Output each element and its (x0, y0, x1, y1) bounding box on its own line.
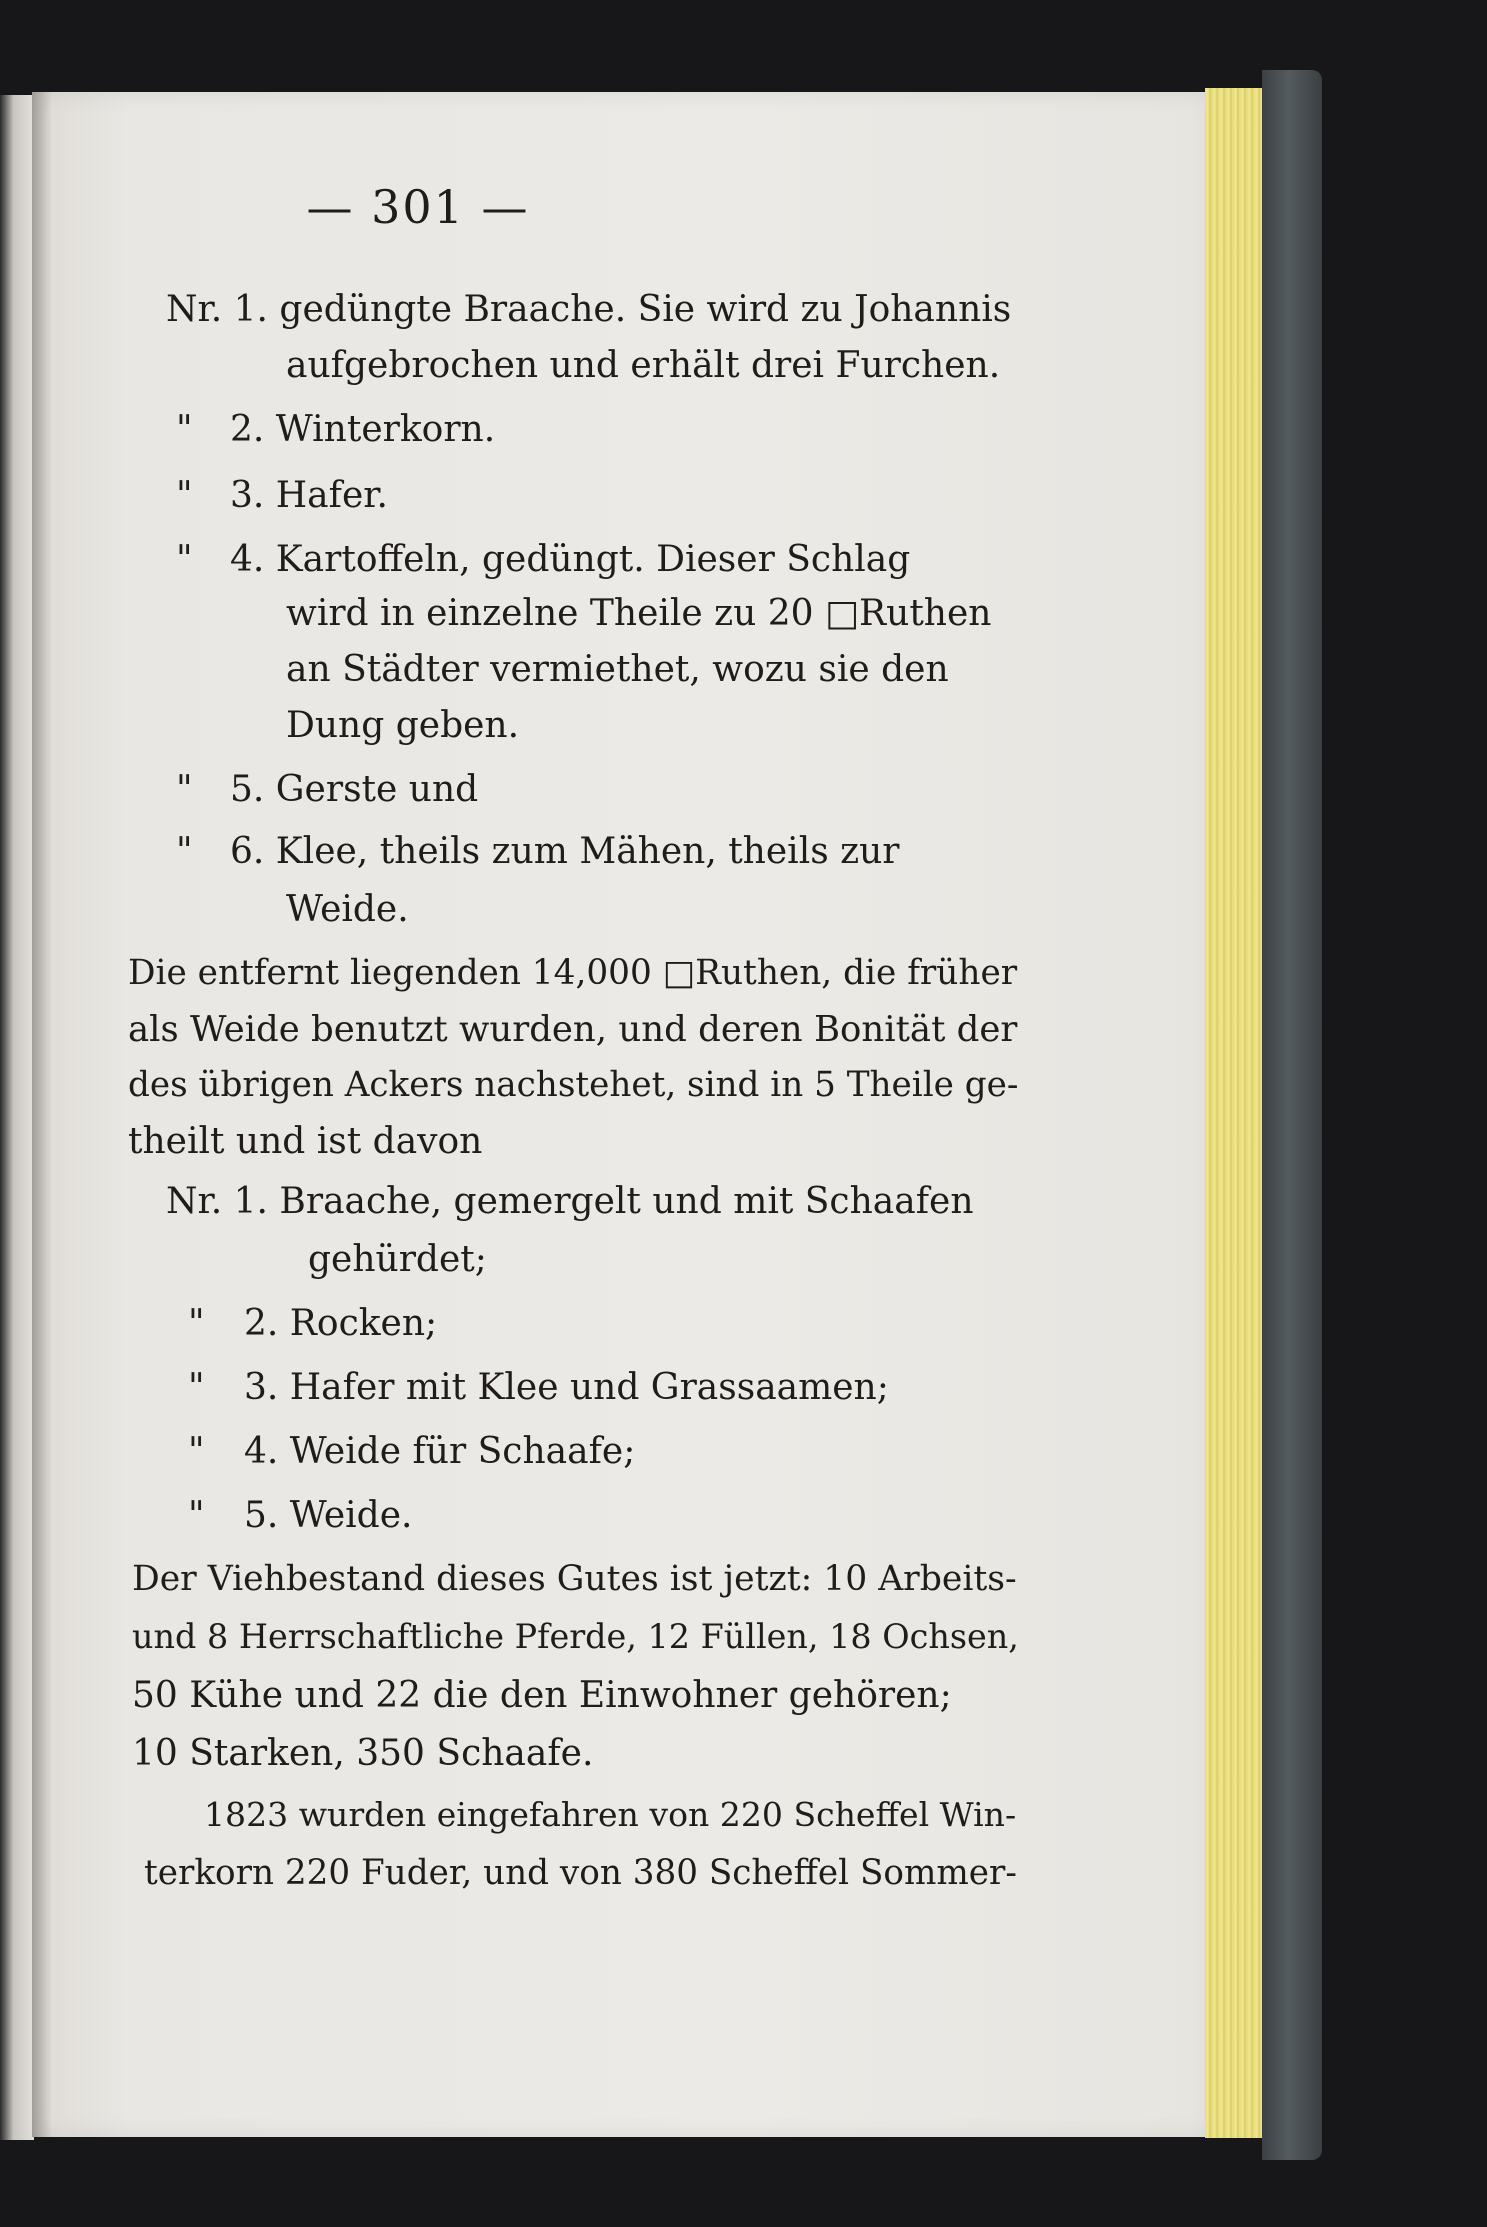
ditto-mark: " (176, 409, 193, 450)
text-line-15: theilt und ist davon (128, 1121, 483, 1162)
text-line-8: Dung geben. (286, 705, 520, 746)
book-cover (1262, 70, 1322, 2160)
text-line-11: Weide. (286, 889, 409, 930)
ditto-mark: " (176, 539, 193, 580)
text-line-27: terkorn 220 Fuder, und von 380 Scheffel Sommer- (144, 1853, 1017, 1893)
ditto-mark: " (188, 1495, 205, 1536)
gutter-shadow (32, 92, 52, 2137)
text-line-18: 2. Rocken; (244, 1303, 438, 1344)
text-line-16: Nr. 1. Braache, gemergelt und mit Schaafen (166, 1181, 974, 1222)
text-line-2: aufgebrochen und erhält drei Furchen. (286, 345, 1001, 386)
text-line-21: 5. Weide. (244, 1495, 413, 1536)
ditto-mark: " (188, 1431, 205, 1472)
text-line-12: Die entfernt liegenden 14,000 □Ruthen, die früher (128, 953, 1018, 993)
ditto-mark: " (188, 1367, 205, 1408)
ditto-mark: " (188, 1303, 205, 1344)
text-line-10: 6. Klee, theils zum Mähen, theils zur (230, 831, 900, 872)
text-line-19: 3. Hafer mit Klee und Grassaamen; (244, 1367, 889, 1408)
text-line-17: gehürdet; (308, 1239, 487, 1280)
text-line-24: 50 Kühe und 22 die den Einwohner gehören; (132, 1675, 952, 1716)
text-line-9: 5. Gerste und (230, 769, 479, 810)
text-line-23: und 8 Herrschaftliche Pferde, 12 Füllen, 18 Ochsen, (132, 1617, 1019, 1656)
text-line-6: wird in einzelne Theile zu 20 □Ruthen (286, 593, 992, 634)
text-line-7: an Städter vermiethet, wozu sie den (286, 649, 949, 690)
text-line-25: 10 Starken, 350 Schaafe. (132, 1733, 594, 1774)
text-line-20: 4. Weide für Schaafe; (244, 1431, 636, 1472)
text-line-1: Nr. 1. gedüngte Braache. Sie wird zu Johannis (166, 289, 1012, 330)
text-line-14: des übrigen Ackers nachstehet, sind in 5 Theile ge- (128, 1065, 1019, 1105)
ditto-mark: " (176, 475, 193, 516)
page-number: — 301 — (306, 180, 530, 234)
ditto-mark: " (176, 831, 193, 872)
text-line-5: 4. Kartoffeln, gedüngt. Dieser Schlag (230, 539, 911, 580)
text-line-22: Der Viehbestand dieses Gutes ist jetzt: 10 Arbeits- (132, 1559, 1017, 1599)
text-line-4: 3. Hafer. (230, 475, 388, 516)
text-line-3: 2. Winterkorn. (230, 409, 496, 450)
text-line-13: als Weide benutzt wurden, und deren Bonität der (128, 1009, 1018, 1050)
left-page-edge (0, 95, 34, 2140)
ditto-mark: " (176, 769, 193, 810)
text-line-26: 1823 wurden eingefahren von 220 Scheffel Win- (204, 1795, 1017, 1834)
